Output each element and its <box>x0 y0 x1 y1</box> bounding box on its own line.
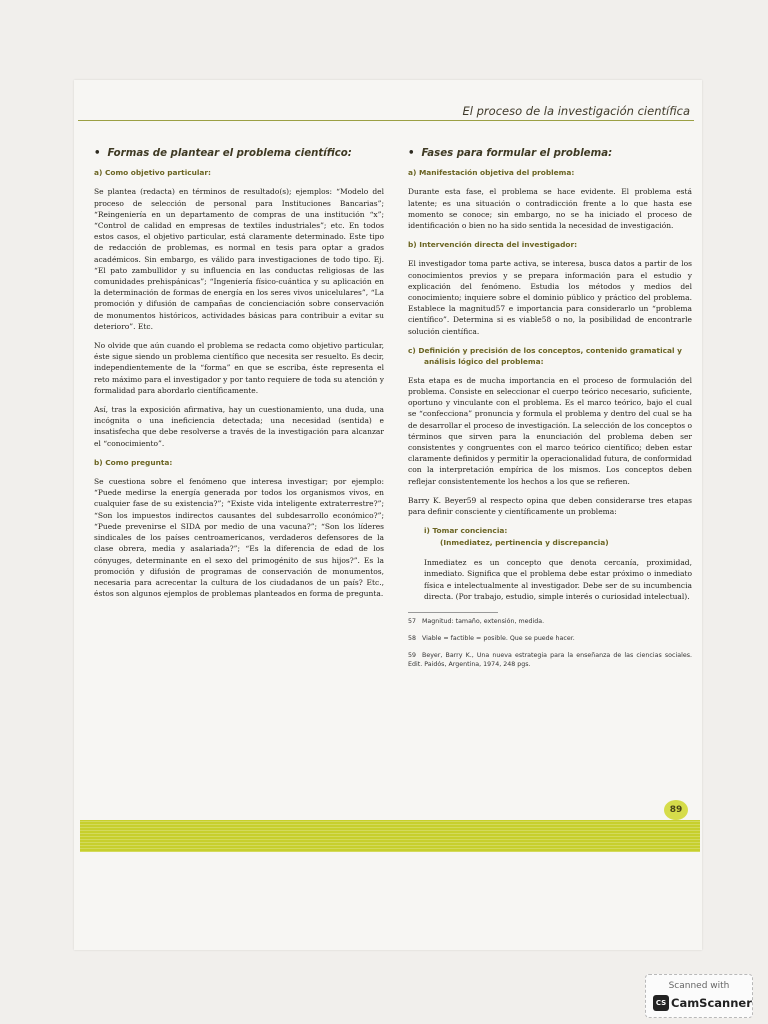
footnote-number: 58 <box>408 635 417 643</box>
footnote-number: 59 <box>408 652 417 660</box>
left-paragraph-2: No olvide que aún cuando el problema se redacta como objetivo particular, éste sigue siendo un problema científico que necesita ser resuelto. Es decir, independientemente de la “forma” en que se escriba, éste representa el reto máximo para el investigador y por tanto requiere de toda su atención y formalidad para abordarlo científicamente. <box>94 341 384 395</box>
document-page <box>74 80 702 950</box>
right-subheading-c: c) Definición y precisión de los conceptos, contenido gramatical y análisis lógico del problema: <box>408 345 682 366</box>
subheading-i-sub: (Inmediatez, pertinencia y discrepancia) <box>440 538 609 548</box>
header-rule <box>78 120 694 121</box>
footnote-57 <box>408 617 692 626</box>
footnote-59 <box>408 651 692 669</box>
right-section-title-text: Fases para formular el problema: <box>421 148 613 159</box>
left-section-title-text: Formas de plantear el problema científico: <box>107 148 352 159</box>
left-section-title <box>94 148 384 159</box>
right-paragraph-1: Durante esta fase, el problema se hace evidente. El problema está latente; es una situación o contradicción frente a lo que hasta ese momento se conoce; sin embargo, no se ha iniciado el proceso de identificación o bien no ha sido sentida la necesidad de investigación. <box>408 187 692 231</box>
left-paragraph-4: Se cuestiona sobre el fenómeno que interesa investigar; por ejemplo: “Puede medirse la energía generada por todos los organismos vivos, en cualquier fase de su existencia?”; “Existe vida inteligente extraterrestre?”; “Son los impuestos indirectos causantes del subdesarrollo económico?”; “Puede prevenirse el SIDA por medio de una vacuna?”; “Son los líderes sindicales de los países centroamericanos, verdaderos defensores de la clase obrera, media y asalariada?”; “Es la diferencia de edad de los cónyuges, determinante en el sexo del primogénito de sus hijos?”. Es la promoción y difusión de programas de conservación de monumentos, necesaria para acrecentar la cultura de los ciudadanos de un país? Etc., éstos son algunos ejemplos de problemas planteados en forma de pregunta. <box>94 477 384 599</box>
bullet-icon: • <box>408 148 415 159</box>
left-paragraph-3: Así, tras la exposición afirmativa, hay un cuestionamiento, una duda, una incógnita o una ineficiencia detectada; una necesidad (sentida) e insatisfecha que debe resolverse a través de la investigación para alcanzar el “conocimiento”. <box>94 405 384 448</box>
footnote-58 <box>408 634 692 643</box>
footnote-text: Beyer, Barry K., Una nueva estrategia para la enseñanza de las ciencias sociales. Edit. Paidós, Argentina, 1974, 248 pgs. <box>408 652 692 669</box>
left-subheading-b: b) Como pregunta: <box>94 457 173 467</box>
right-section-title <box>408 148 692 159</box>
right-subheading-b: b) Intervención directa del investigador: <box>408 240 578 250</box>
footnote-rule <box>408 612 498 613</box>
bullet-icon: • <box>94 148 101 159</box>
left-paragraph-1: Se plantea (redacta) en términos de resultado(s); ejemplos: “Modelo del proceso de selección de personal para Instituciones Bancarias”; “Reingeniería en un departamento de compras de una institución “x”; “Control de calidad en empresas de textiles industriales”; etc. En todos estos casos, el objetivo particular, está claramente determinado. Este tipo de redacción de problemas, es normal en tesis para optar a grados académicos. Sin embargo, es válido para investigaciones de todo tipo. Ej. “El pato zambullidor y su influencia en las conductas religiosas de las comunidades prehispánicas”; “Ingeniería físico-cuántica y su aplicación en la determinación de formas de energía en los seres vivos unicelulares”, “La promoción y difusión de campañas de concienciación sobre conservación de monumentos históricos, actividades básicas para contribuir a evitar su deterioro”. Etc. <box>94 187 384 331</box>
right-paragraph-3: Esta etapa es de mucha importancia en el proceso de formulación del problema. Consiste en seleccionar el cuerpo teórico necesario, suficiente, oportuno y vinculante con el problema. Es el marco teórico, bajo el cual se “confecciona” pronuncia y formula el problema y dentro del cual se ha de desarrollar el proceso de investigación. La selección de los conceptos o términos que sirven para la enunciación del problema deben ser consistentes y congruentes con el marco teórico científico; deben estar claramente definidos y permitir la operacionalidad futura, de conformidad con la interpretación empírica de los mismos. Los conceptos deben reflejar consistentemente los hechos a los que se refieren. <box>408 375 692 486</box>
right-column <box>408 148 692 677</box>
right-subheading-i <box>424 525 692 549</box>
camscanner-watermark <box>645 974 753 1018</box>
camscanner-name: CamScanner <box>671 996 752 1010</box>
page-number: 89 <box>664 800 688 820</box>
right-subheading-a: a) Manifestación objetiva del problema: <box>408 168 575 178</box>
footnote-text: Viable = factible = posible. Que se puede hacer. <box>422 635 575 643</box>
footer-band <box>80 820 700 852</box>
right-paragraph-2: El investigador toma parte activa, se interesa, busca datos a partir de los conocimientos previos y se prepara información para el estudio y explicación del fenómeno. Estudia los métodos y medios del conocimiento; inquiere sobre el dominio público y práctico del problema. Establece la magnitud57 e importancia para considerarlo un “problema científico”. Determina si es viable58 o no, la posibilidad de encontrarle solución científica. <box>408 259 692 336</box>
camscanner-logo-icon: CS <box>653 995 669 1011</box>
left-subheading-a: a) Como objetivo particular: <box>94 168 211 178</box>
left-column <box>94 148 384 607</box>
footnote-number: 57 <box>408 618 417 626</box>
footnotes <box>408 617 692 669</box>
subheading-i-label: i) Tomar conciencia: <box>424 526 508 536</box>
running-header: El proceso de la investigación científica <box>462 104 690 118</box>
footnote-text: Magnitud: tamaño, extensión, medida. <box>422 618 545 626</box>
right-paragraph-4: Barry K. Beyer59 al respecto opina que deben considerarse tres etapas para definir consciente y científicamente un problema: <box>408 495 692 517</box>
scanned-with-text: Scanned with <box>668 981 730 991</box>
right-paragraph-5: Inmediatez es un concepto que denota cercanía, proximidad, inmediato. Significa que el problema debe estar próximo o inmediato física e intelectualmente al investigador. Debe ser de su incumbencia directa. (Por trabajo, estudio, simple interés o curiosidad intelectual). <box>424 558 692 601</box>
